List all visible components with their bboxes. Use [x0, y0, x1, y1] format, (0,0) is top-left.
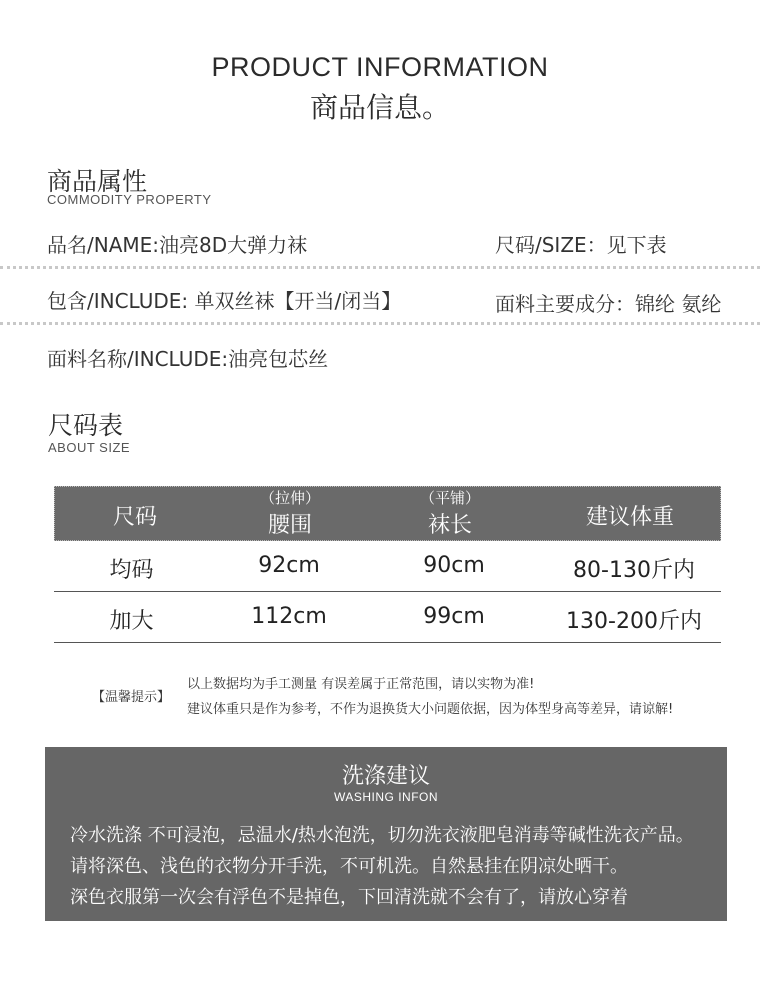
- size-chart-subtitle: ABOUT SIZE: [48, 440, 131, 455]
- table-cell: 均码: [109, 558, 154, 583]
- attr-include: 包含/INCLUDE: 单双丝袜【开当/闭当】: [47, 289, 402, 313]
- attr-material-main: 面料主要成分：锦纶 氨纶: [495, 292, 722, 316]
- washing-line: 请将深色、浅色的衣物分开手洗，不可机洗。自然悬挂在阴凉处晒干。: [70, 856, 628, 877]
- table-row: [54, 541, 721, 592]
- table-header-cell: [385, 487, 515, 539]
- table-cell: 99cm: [423, 604, 485, 629]
- divider: [0, 322, 760, 325]
- attr-material-name: 面料名称/INCLUDE:油亮包芯丝: [47, 347, 329, 371]
- commodity-property-subtitle: COMMODITY PROPERTY: [47, 192, 212, 207]
- table-header-cell: [555, 500, 705, 531]
- header-weight-label: 建议体重: [585, 505, 674, 530]
- size-table: [54, 486, 721, 643]
- header-waist-note: （拉伸）: [259, 489, 320, 507]
- table-header-cell: [225, 487, 355, 539]
- divider: [0, 266, 760, 269]
- product-information-title: PRODUCT INFORMATION: [211, 52, 549, 82]
- size-chart-title: 尺码表: [48, 411, 124, 440]
- table-cell: 92cm: [258, 553, 320, 578]
- commodity-property-title: 商品属性: [47, 167, 148, 196]
- table-header-row: [54, 486, 721, 541]
- header-waist-label: 腰围: [267, 513, 312, 538]
- washing-subtitle: WASHING INFON: [333, 790, 439, 804]
- washing-line: 深色衣服第一次会有浮色不是掉色，下回清洗就不会有了，请放心穿着: [70, 887, 628, 908]
- tips-line: 建议体重只是作为参考，不作为退换货大小问题依据，因为体型身高等差异，请谅解!: [187, 702, 674, 717]
- tips-line: 以上数据均为手工测量 有误差属于正常范围，请以实物为准!: [187, 677, 535, 692]
- tips-label: 【温馨提示】: [92, 690, 171, 705]
- table-row: [54, 592, 721, 643]
- attr-product-name: 品名/NAME:油亮8D大弹力袜: [47, 233, 308, 257]
- attr-size: 尺码/SIZE：见下表: [495, 233, 667, 257]
- table-cell: 130-200斤内: [566, 609, 702, 634]
- product-information-title-cn: 商品信息。: [309, 91, 450, 124]
- table-cell: 90cm: [423, 553, 485, 578]
- washing-line: 冷水洗涤 不可浸泡，忌温水/热水泡洗，切勿洗衣液肥皂消毒等碱性洗衣产品。: [70, 825, 694, 846]
- header-size-label: 尺码: [112, 505, 157, 530]
- header-length-note: （平铺）: [419, 489, 480, 507]
- washing-advice-panel: [45, 747, 727, 921]
- washing-title: 洗涤建议: [341, 764, 430, 789]
- table-cell: 80-130斤内: [573, 558, 695, 583]
- table-header-cell: [75, 500, 195, 531]
- header-length-label: 袜长: [427, 513, 472, 538]
- table-cell: 112cm: [251, 604, 327, 629]
- table-cell: 加大: [109, 609, 154, 634]
